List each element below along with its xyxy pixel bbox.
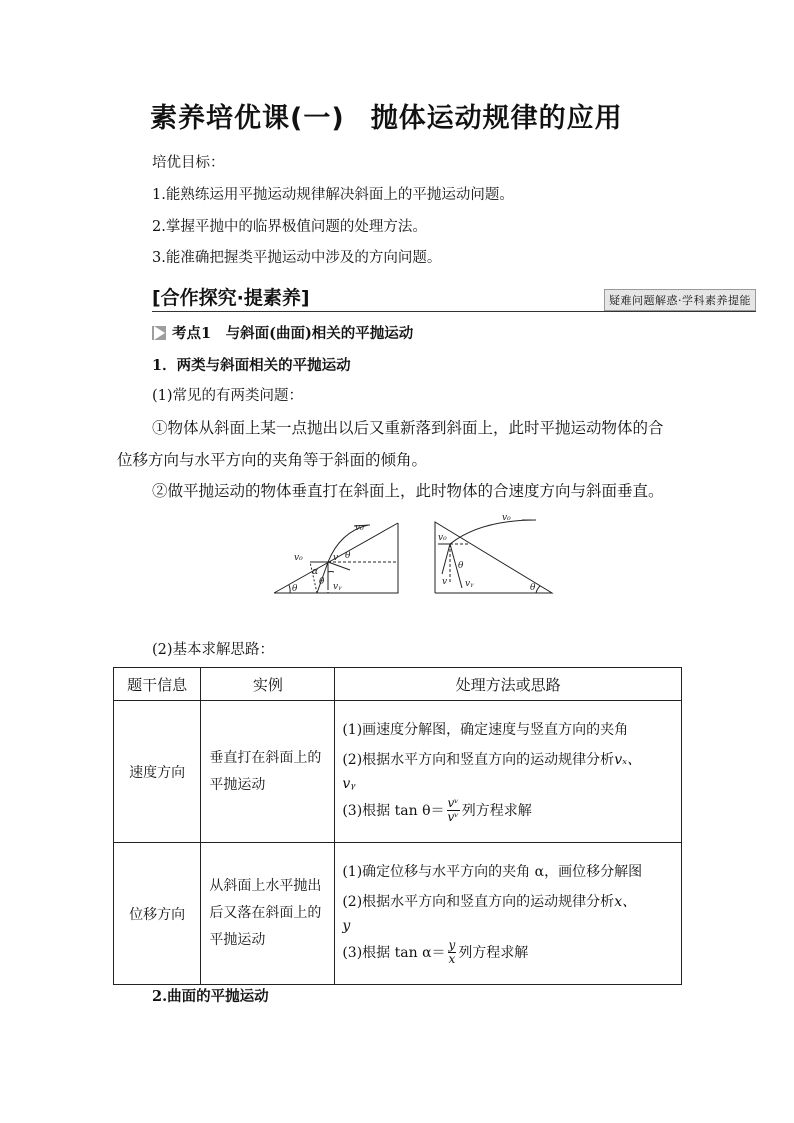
sub3-heading: 2.曲面的平抛运动 — [152, 988, 269, 1005]
fraction-numerator: vᵛ — [447, 796, 459, 810]
section-header — [152, 283, 756, 312]
table-cell-info: 位移方向 — [114, 843, 201, 985]
incline-figures — [270, 512, 570, 598]
goal-item-1: 1.能熟练运用平抛运动规律解决斜面上的平抛运动问题。 — [152, 187, 514, 203]
sub1-heading: 1．两类与斜面相关的平抛运动 — [152, 357, 351, 374]
left-label-theta1: θ — [292, 584, 298, 594]
section-tag: 疑难问题解惑·学科素养提能 — [604, 289, 756, 311]
left-label-v0-top: v₀ — [355, 523, 364, 533]
method-line-3-pre: (3)根据 tan α＝ — [342, 944, 446, 961]
method-line-2-text: (2)根据水平方向和竖直方向的运动规律分析 — [342, 751, 615, 768]
right-label-v: v — [442, 577, 448, 587]
table-row — [114, 843, 682, 985]
sub2-p1: (2)基本求解思路： — [152, 642, 275, 658]
section-label: [合作探究·提素养] — [152, 287, 310, 309]
method-line-2 — [335, 887, 681, 917]
sub1-p2a: ①物体从斜面上某一点抛出以后又重新落到斜面上，此时平抛运动物体的合 — [152, 419, 664, 437]
fraction-denominator: x — [448, 952, 456, 966]
method-line-3 — [335, 935, 681, 971]
table-cell-example — [201, 843, 335, 985]
title-part2: 抛体运动规律的应用 — [370, 103, 623, 134]
sub1-p2b: 位移方向与水平方向的夹角等于斜面的倾角。 — [117, 451, 428, 469]
method-line-3 — [335, 793, 681, 829]
left-label-alpha: α — [312, 567, 319, 577]
method-line-2-var: vₓ、 — [614, 751, 642, 768]
goal-item-2: 2.掌握平抛中的临界极值问题的处理方法。 — [152, 219, 427, 235]
table-cell-method — [335, 843, 682, 985]
table-cell-example — [201, 701, 335, 843]
right-label-theta1: θ — [458, 561, 464, 571]
right-label-v0-left: v₀ — [438, 533, 447, 543]
method-line-2 — [335, 745, 681, 775]
sub1-p3: ②做平抛运动的物体垂直打在斜面上，此时物体的合速度方向与斜面垂直。 — [152, 482, 664, 500]
right-label-v0-top: v₀ — [502, 513, 511, 523]
table-cell-info: 速度方向 — [114, 701, 201, 843]
fraction — [448, 939, 457, 966]
goal-item-3: 3.能准确把握类平抛运动中涉及的方向问题。 — [152, 250, 442, 266]
left-label-v0-left: v₀ — [294, 553, 303, 563]
table-header-row — [114, 668, 682, 701]
table-header-info: 题干信息 — [114, 668, 201, 701]
fraction — [447, 797, 460, 824]
method-line-3-post: 列方程求解 — [458, 944, 529, 961]
title-part1: 素养培优课(一) — [150, 103, 345, 134]
play-icon — [152, 326, 166, 340]
example-text: 垂直打在斜面上的平抛运动 — [209, 749, 322, 793]
example-text: 从斜面上水平抛出后又落在斜面上的平抛运动 — [209, 878, 322, 948]
goals-heading: 培优目标： — [152, 155, 225, 171]
left-label-vy: vᵧ — [333, 582, 342, 592]
method-line-1: (1)画速度分解图，确定速度与竖直方向的夹角 — [342, 721, 629, 738]
method-line-1: (1)确定位移与水平方向的夹角 α，画位移分解图 — [342, 863, 643, 880]
table-header-method: 处理方法或思路 — [335, 668, 682, 701]
page-title — [150, 96, 710, 135]
left-label-theta3: θ — [319, 577, 325, 587]
topic-label: 考点1 与斜面(曲面)相关的平抛运动 — [172, 325, 414, 342]
sub1-p1: (1)常见的有两类问题： — [152, 388, 304, 404]
method-line-2-var: x、 — [614, 893, 637, 910]
left-label-theta2: θ — [345, 551, 351, 561]
fraction-numerator: y — [448, 938, 456, 952]
method-line-2b: vᵧ — [342, 775, 356, 792]
left-label-v: v — [333, 553, 339, 563]
fraction-denominator: vᵛ — [447, 810, 459, 824]
method-line-3-post: 列方程求解 — [461, 802, 532, 819]
right-label-theta2: θ — [530, 583, 536, 593]
table-cell-method — [335, 701, 682, 843]
method-line-2b: y — [342, 917, 351, 934]
table-header-example: 实例 — [201, 668, 335, 701]
method-line-2-text: (2)根据水平方向和竖直方向的运动规律分析 — [342, 893, 615, 910]
table-row — [114, 701, 682, 843]
right-label-vy: vᵧ — [465, 579, 474, 589]
method-table — [113, 667, 682, 985]
method-line-3-pre: (3)根据 tan θ＝ — [342, 802, 445, 819]
